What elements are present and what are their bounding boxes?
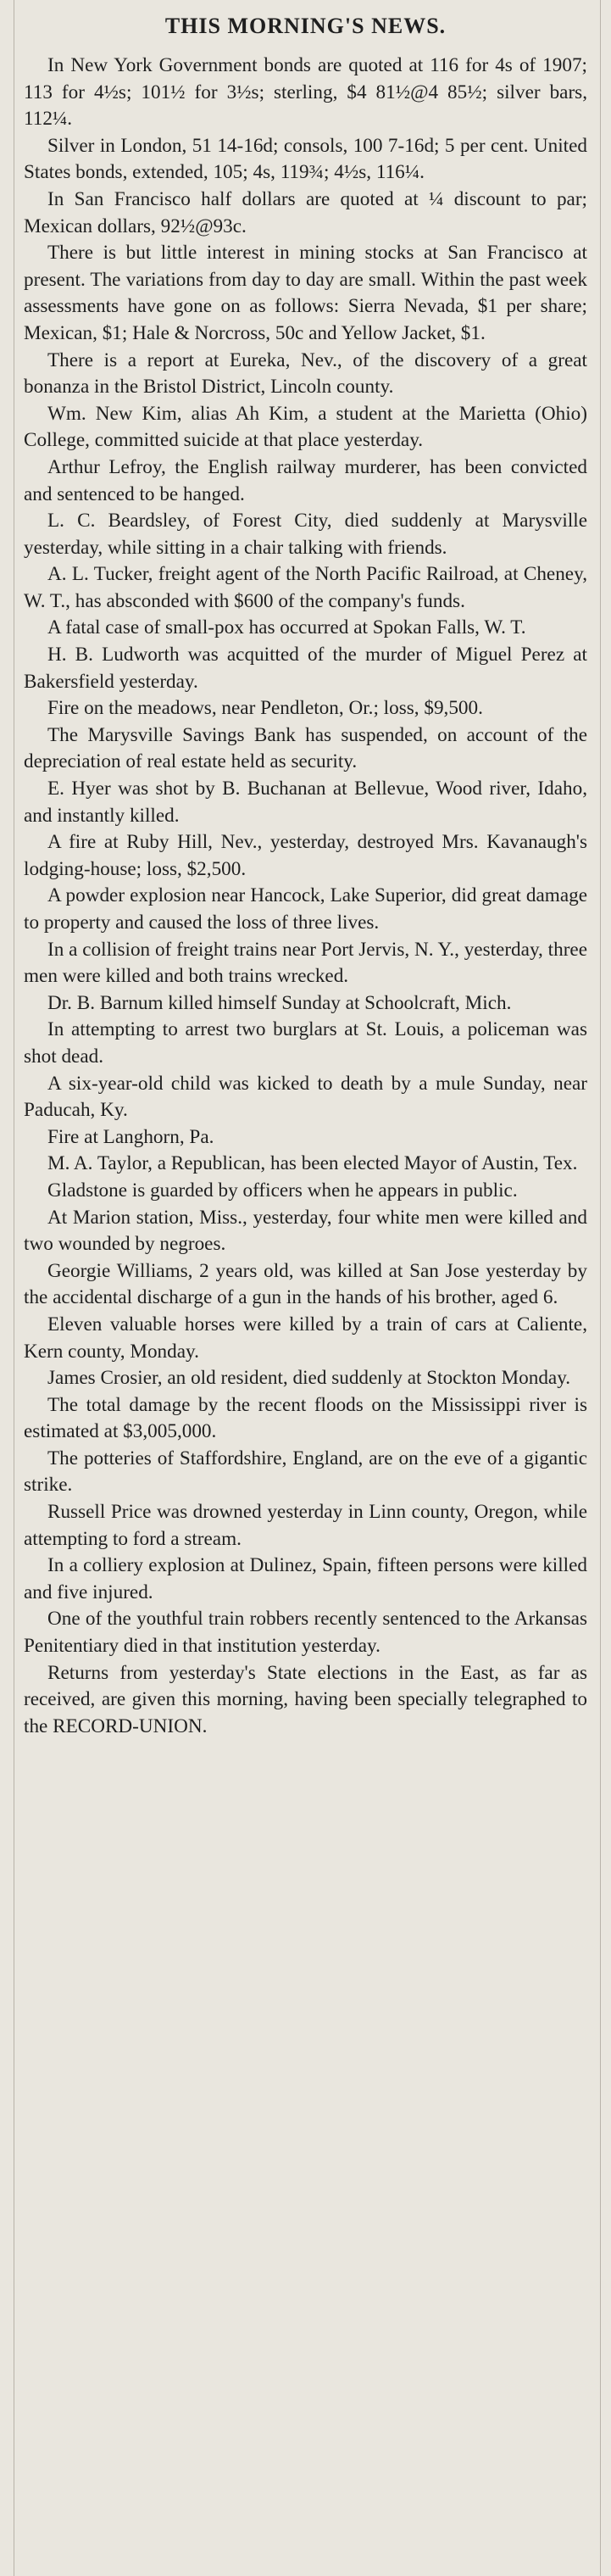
news-item: Gladstone is guarded by officers when he appears in public.: [47, 1179, 518, 1202]
news-item: Silver in London, 51 14-16d; consols, 100 7-16d; 5 per cent. United States bonds, extended, 105; 4s, 119¾; 4½s, 116¼.: [24, 134, 587, 184]
news-item: Eleven valuable horses were killed by a train of cars at Caliente, Kern county, Monday.: [24, 1313, 587, 1363]
news-item: E. Hyer was shot by B. Buchanan at Bellevue, Wood river, Idaho, and instantly killed.: [24, 778, 587, 827]
news-item: In a collision of freight trains near Port Jervis, N. Y., yesterday, three men were killed and both trains wrecked.: [24, 938, 587, 988]
news-item: A fire at Ruby Hill, Nev., yesterday, destroyed Mrs. Kavanaugh's lodging-house; loss, $2,500.: [24, 831, 587, 880]
news-item: In attempting to arrest two burglars at St. Louis, a policeman was shot dead.: [24, 1018, 587, 1068]
news-item: In a colliery explosion at Dulinez, Spain, fifteen persons were killed and five injured.: [24, 1554, 587, 1603]
news-item: In San Francisco half dollars are quoted at ¼ discount to par; Mexican dollars, 92½@93c.: [24, 187, 587, 237]
news-item: There is but little interest in mining stocks at San Francisco at present. The variations from day to day are small. Within the past week assessments have gone on as follows: Sierra Nevada, $1 per share; Mexican, $1; Hale & Norcross, 50c and Yellow Jacket, $1.: [24, 242, 587, 344]
news-item: At Marion station, Miss., yesterday, four white men were killed and two wounded by negroes.: [24, 1206, 587, 1256]
news-item: Returns from yesterday's State elections in the East, as far as received, are given this morning, having been specially telegraphed to the RECORD-UNION.: [24, 1661, 587, 1737]
news-item: Fire at Langhorn, Pa.: [47, 1125, 214, 1148]
news-item: In New York Government bonds are quoted at 116 for 4s of 1907; 113 for 4½s; 101½ for 3½s; sterling, $4 81½@4 85½; silver bars, 112¼.: [24, 54, 587, 131]
news-item: A. L. Tucker, freight agent of the North Pacific Railroad, at Cheney, W. T., has absconded with $600 of the company's funds.: [24, 563, 587, 612]
news-item: Russell Price was drowned yesterday in Linn county, Oregon, while attempting to ford a stream.: [24, 1501, 587, 1550]
news-item: A powder explosion near Hancock, Lake Superior, did great damage to property and caused the loss of three lives.: [24, 884, 587, 934]
news-item: L. C. Beardsley, of Forest City, died suddenly at Marysville yesterday, while sitting in a chair talking with friends.: [24, 510, 587, 559]
news-item: James Crosier, an old resident, died suddenly at Stockton Monday.: [47, 1367, 571, 1390]
news-item: M. A. Taylor, a Republican, has been elected Mayor of Austin, Tex.: [47, 1152, 578, 1175]
news-item: A six-year-old child was kicked to death by a mule Sunday, near Paducah, Ky.: [24, 1072, 587, 1122]
news-item: H. B. Ludworth was acquitted of the murder of Miguel Perez at Bakersfield yesterday.: [24, 644, 587, 693]
news-item: The total damage by the recent floods on the Mississippi river is estimated at $3,005,000.: [24, 1393, 587, 1443]
news-item: The Marysville Savings Bank has suspended, on account of the depreciation of real estate held as security.: [24, 723, 587, 773]
headline: THIS MORNING'S NEWS.: [164, 14, 447, 38]
news-item: Georgie Williams, 2 years old, was killed at San Jose yesterday by the accidental discharge of a gun in the hands of his brother, aged 6.: [24, 1259, 587, 1309]
news-item: Fire on the meadows, near Pendleton, Or.; loss, $9,500.: [47, 697, 483, 720]
news-item: The potteries of Staffordshire, England, are on the eve of a gigantic strike.: [24, 1447, 587, 1497]
news-item: There is a report at Eureka, Nev., of the discovery of a great bonanza in the Bristol District, Lincoln county.: [24, 348, 587, 399]
news-item: One of the youthful train robbers recently sentenced to the Arkansas Penitentiary died in that institution yesterday.: [24, 1608, 587, 1658]
news-item: A fatal case of small-pox has occurred at Spokan Falls, W. T.: [47, 616, 526, 639]
news-item: Dr. B. Barnum killed himself Sunday at Schoolcraft, Mich.: [47, 991, 512, 1014]
news-item: Wm. New Kim, alias Ah Kim, a student at the Marietta (Ohio) College, committed suicide at that place yesterday.: [24, 402, 587, 452]
news-items: [24, 53, 587, 1740]
news-item: Arthur Lefroy, the English railway murderer, has been convicted and sentenced to be hanged.: [24, 455, 587, 505]
